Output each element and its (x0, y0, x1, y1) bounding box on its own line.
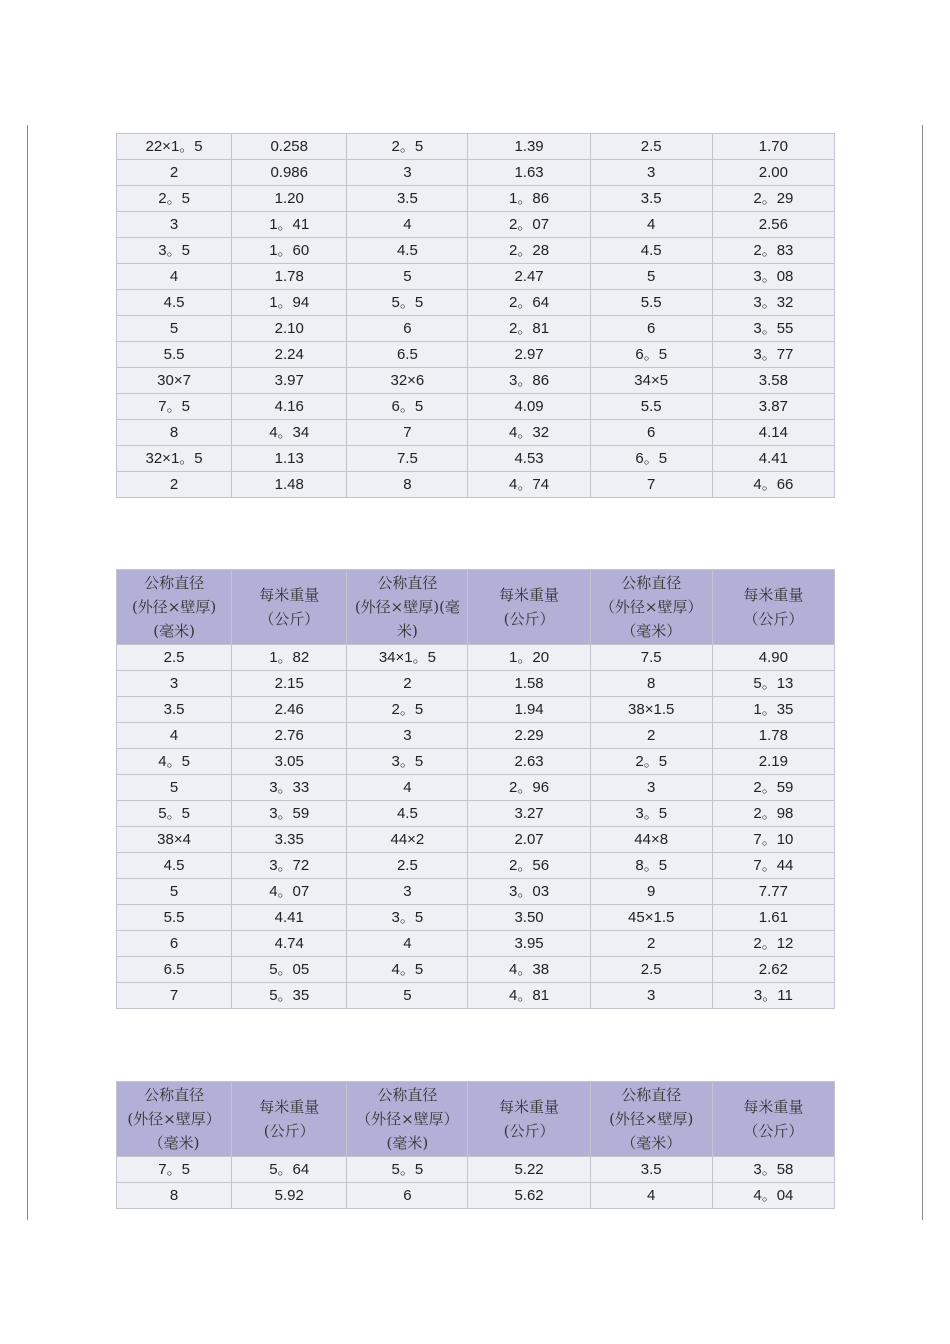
table-row (117, 801, 835, 827)
weight-per-meter-cell: 2.15 (232, 671, 347, 697)
nominal-diameter-cell: 6 (590, 420, 712, 446)
nominal-diameter-cell: 8 (117, 1183, 232, 1209)
weight-per-meter-cell: 5.62 (468, 1183, 590, 1209)
weight-per-meter-cell: 4。66 (712, 472, 834, 498)
nominal-diameter-cell: 5.5 (590, 394, 712, 420)
nominal-diameter-cell: 5.5 (117, 905, 232, 931)
weight-per-meter-cell: 1.20 (232, 186, 347, 212)
weight-per-meter-cell: 1.78 (232, 264, 347, 290)
table-row (117, 723, 835, 749)
nominal-diameter-cell: 3.5 (590, 1157, 712, 1183)
weight-per-meter-cell: 2。98 (712, 801, 834, 827)
nominal-diameter-cell: 38×4 (117, 827, 232, 853)
nominal-diameter-cell: 4.5 (590, 238, 712, 264)
nominal-diameter-cell: 2 (117, 160, 232, 186)
weight-per-meter-cell: 4。74 (468, 472, 590, 498)
weight-per-meter-cell: 7。10 (712, 827, 834, 853)
header-line: (外径×壁厚) (609, 1110, 694, 1128)
header-line: （毫米) (148, 1134, 200, 1152)
header-line: （公斤） (259, 610, 320, 628)
nominal-diameter-cell: 44×8 (590, 827, 712, 853)
weight-per-meter-cell: 2.62 (712, 957, 834, 983)
table-row (117, 931, 835, 957)
nominal-diameter-cell: 5 (117, 316, 232, 342)
weight-per-meter-cell: 3。32 (712, 290, 834, 316)
weight-per-meter-cell: 4。32 (468, 420, 590, 446)
nominal-diameter-cell: 32×1。5 (117, 446, 232, 472)
weight-per-meter-cell: 2。64 (468, 290, 590, 316)
weight-per-meter-cell: 3.50 (468, 905, 590, 931)
column-header (117, 1082, 232, 1157)
weight-per-meter-cell: 2。96 (468, 775, 590, 801)
nominal-diameter-cell: 4.5 (347, 801, 468, 827)
nominal-diameter-cell: 7.5 (347, 446, 468, 472)
weight-per-meter-cell: 2.07 (468, 827, 590, 853)
weight-per-meter-cell: 1。35 (712, 697, 834, 723)
header-line: 公称直径 (144, 1086, 205, 1104)
table-2-header (117, 570, 835, 645)
nominal-diameter-cell: 4 (117, 723, 232, 749)
header-line: 每米重量 (743, 586, 804, 604)
table-row (117, 983, 835, 1009)
table-row (117, 316, 835, 342)
nominal-diameter-cell: 4。5 (117, 749, 232, 775)
nominal-diameter-cell: 9 (590, 879, 712, 905)
header-line: 公称直径 (144, 574, 205, 592)
table-row (117, 446, 835, 472)
nominal-diameter-cell: 7。5 (117, 1157, 232, 1183)
table-row (117, 420, 835, 446)
weight-per-meter-cell: 5。13 (712, 671, 834, 697)
nominal-diameter-cell: 3 (347, 160, 468, 186)
weight-per-meter-cell: 4。38 (468, 957, 590, 983)
weight-per-meter-cell: 1.63 (468, 160, 590, 186)
nominal-diameter-cell: 5 (590, 264, 712, 290)
table-row (117, 238, 835, 264)
weight-per-meter-cell: 5.22 (468, 1157, 590, 1183)
weight-per-meter-cell: 3.95 (468, 931, 590, 957)
header-line: 每米重量 (259, 586, 320, 604)
weight-per-meter-cell: 2。28 (468, 238, 590, 264)
column-header (712, 1082, 834, 1157)
weight-per-meter-cell: 1。94 (232, 290, 347, 316)
weight-per-meter-cell: 5。05 (232, 957, 347, 983)
header-line: 公称直径 (377, 1086, 438, 1104)
nominal-diameter-cell: 3.5 (590, 186, 712, 212)
table-3-header (117, 1082, 835, 1157)
weight-per-meter-cell: 4。81 (468, 983, 590, 1009)
nominal-diameter-cell: 2。5 (590, 749, 712, 775)
table-row (117, 645, 835, 671)
weight-per-meter-cell: 3。86 (468, 368, 590, 394)
header-line: 每米重量 (499, 1098, 560, 1116)
header-line: (公斤） (503, 610, 555, 628)
nominal-diameter-cell: 7 (590, 472, 712, 498)
weight-per-meter-cell: 5。35 (232, 983, 347, 1009)
weight-per-meter-cell: 2.29 (468, 723, 590, 749)
weight-per-meter-cell: 1.78 (712, 723, 834, 749)
table-row (117, 290, 835, 316)
weight-per-meter-cell: 4.53 (468, 446, 590, 472)
nominal-diameter-cell: 4.5 (347, 238, 468, 264)
weight-per-meter-cell: 3。08 (712, 264, 834, 290)
table-row (117, 264, 835, 290)
weight-per-meter-cell: 7。44 (712, 853, 834, 879)
header-line: 公称直径 (621, 574, 682, 592)
nominal-diameter-cell: 5.5 (117, 342, 232, 368)
table-row (117, 697, 835, 723)
table-row (117, 775, 835, 801)
nominal-diameter-cell: 3.5 (117, 697, 232, 723)
nominal-diameter-cell: 2 (117, 472, 232, 498)
weight-per-meter-cell: 0.258 (232, 134, 347, 160)
nominal-diameter-cell: 4.5 (117, 290, 232, 316)
weight-per-meter-cell: 4.41 (232, 905, 347, 931)
nominal-diameter-cell: 3。5 (590, 801, 712, 827)
column-header (712, 570, 834, 645)
weight-per-meter-cell: 1.39 (468, 134, 590, 160)
table-row (117, 212, 835, 238)
weight-per-meter-cell: 2.47 (468, 264, 590, 290)
nominal-diameter-cell: 4 (347, 931, 468, 957)
nominal-diameter-cell: 3。5 (347, 905, 468, 931)
table-row (117, 671, 835, 697)
table-row (117, 1157, 835, 1183)
pipe-weight-table-3 (116, 1081, 835, 1209)
nominal-diameter-cell: 2。5 (117, 186, 232, 212)
nominal-diameter-cell: 3。5 (347, 749, 468, 775)
weight-per-meter-cell: 1。86 (468, 186, 590, 212)
header-line: 每米重量 (499, 586, 560, 604)
nominal-diameter-cell: 6。5 (590, 446, 712, 472)
column-header (590, 570, 712, 645)
weight-per-meter-cell: 4.90 (712, 645, 834, 671)
weight-per-meter-cell: 1.58 (468, 671, 590, 697)
nominal-diameter-cell: 4 (590, 1183, 712, 1209)
nominal-diameter-cell: 4。5 (347, 957, 468, 983)
header-line: (毫米) (386, 1134, 429, 1152)
weight-per-meter-cell: 2.97 (468, 342, 590, 368)
table-row (117, 134, 835, 160)
page-margin-right-line (922, 125, 923, 1220)
header-line: (公斤） (263, 1122, 315, 1140)
header-row (117, 1082, 835, 1157)
nominal-diameter-cell: 5。5 (347, 1157, 468, 1183)
table-row (117, 1183, 835, 1209)
column-header (468, 1082, 590, 1157)
weight-per-meter-cell: 3.97 (232, 368, 347, 394)
column-header (232, 570, 347, 645)
nominal-diameter-cell: 2.5 (590, 957, 712, 983)
nominal-diameter-cell: 44×2 (347, 827, 468, 853)
nominal-diameter-cell: 6 (117, 931, 232, 957)
weight-per-meter-cell: 3。11 (712, 983, 834, 1009)
nominal-diameter-cell: 32×6 (347, 368, 468, 394)
weight-per-meter-cell: 2.10 (232, 316, 347, 342)
nominal-diameter-cell: 2.5 (347, 853, 468, 879)
weight-per-meter-cell: 1。82 (232, 645, 347, 671)
nominal-diameter-cell: 3 (117, 671, 232, 697)
weight-per-meter-cell: 3。77 (712, 342, 834, 368)
header-line: (外径×壁厚） (127, 1110, 221, 1128)
column-header (590, 1082, 712, 1157)
table-1-body (117, 134, 835, 498)
weight-per-meter-cell: 2。59 (712, 775, 834, 801)
nominal-diameter-cell: 5.5 (590, 290, 712, 316)
table-row (117, 853, 835, 879)
weight-per-meter-cell: 2.00 (712, 160, 834, 186)
weight-per-meter-cell: 4。34 (232, 420, 347, 446)
nominal-diameter-cell: 2。5 (347, 134, 468, 160)
header-line: 公称直径 (621, 1086, 682, 1104)
nominal-diameter-cell: 5。5 (117, 801, 232, 827)
weight-per-meter-cell: 4.74 (232, 931, 347, 957)
header-line: (毫米) (153, 622, 195, 640)
header-line: 每米重量 (743, 1098, 804, 1116)
table-row (117, 905, 835, 931)
nominal-diameter-cell: 2。5 (347, 697, 468, 723)
nominal-diameter-cell: 8 (347, 472, 468, 498)
weight-per-meter-cell: 1.48 (232, 472, 347, 498)
nominal-diameter-cell: 4 (347, 775, 468, 801)
weight-per-meter-cell: 3。03 (468, 879, 590, 905)
weight-per-meter-cell: 2。81 (468, 316, 590, 342)
header-line: （外径×壁厚） (356, 1110, 459, 1128)
weight-per-meter-cell: 4。07 (232, 879, 347, 905)
weight-per-meter-cell: 3.05 (232, 749, 347, 775)
nominal-diameter-cell: 6。5 (347, 394, 468, 420)
table-row (117, 827, 835, 853)
nominal-diameter-cell: 3 (347, 723, 468, 749)
weight-per-meter-cell: 1.94 (468, 697, 590, 723)
nominal-diameter-cell: 5 (347, 264, 468, 290)
nominal-diameter-cell: 8 (117, 420, 232, 446)
header-line: （毫米） (621, 622, 682, 640)
weight-per-meter-cell: 3。33 (232, 775, 347, 801)
weight-per-meter-cell: 3.58 (712, 368, 834, 394)
nominal-diameter-cell: 45×1.5 (590, 905, 712, 931)
nominal-diameter-cell: 4 (347, 212, 468, 238)
pipe-weight-table-2 (116, 569, 835, 1009)
nominal-diameter-cell: 4.5 (117, 853, 232, 879)
nominal-diameter-cell: 6.5 (347, 342, 468, 368)
header-line: (公斤） (503, 1122, 555, 1140)
header-line: 公称直径 (377, 574, 438, 592)
table-row (117, 342, 835, 368)
weight-per-meter-cell: 1.70 (712, 134, 834, 160)
table-row (117, 749, 835, 775)
weight-per-meter-cell: 5.92 (232, 1183, 347, 1209)
nominal-diameter-cell: 3 (347, 879, 468, 905)
nominal-diameter-cell: 3 (590, 160, 712, 186)
weight-per-meter-cell: 2.24 (232, 342, 347, 368)
column-header (117, 570, 232, 645)
weight-per-meter-cell: 2.56 (712, 212, 834, 238)
nominal-diameter-cell: 2 (590, 723, 712, 749)
header-line: 米) (396, 622, 418, 640)
nominal-diameter-cell: 4 (117, 264, 232, 290)
weight-per-meter-cell: 4。04 (712, 1183, 834, 1209)
nominal-diameter-cell: 22×1。5 (117, 134, 232, 160)
weight-per-meter-cell: 2。29 (712, 186, 834, 212)
table-row (117, 186, 835, 212)
nominal-diameter-cell: 6。5 (590, 342, 712, 368)
weight-per-meter-cell: 1。60 (232, 238, 347, 264)
weight-per-meter-cell: 3.35 (232, 827, 347, 853)
nominal-diameter-cell: 6 (590, 316, 712, 342)
weight-per-meter-cell: 4.09 (468, 394, 590, 420)
nominal-diameter-cell: 4 (590, 212, 712, 238)
weight-per-meter-cell: 2。12 (712, 931, 834, 957)
weight-per-meter-cell: 2.63 (468, 749, 590, 775)
weight-per-meter-cell: 0.986 (232, 160, 347, 186)
nominal-diameter-cell: 3 (590, 775, 712, 801)
table-2-body (117, 645, 835, 1009)
header-line: （毫米） (621, 1134, 682, 1152)
table-row (117, 879, 835, 905)
header-line: 每米重量 (259, 1098, 320, 1116)
weight-per-meter-cell: 3。59 (232, 801, 347, 827)
header-line: （公斤） (743, 610, 804, 628)
weight-per-meter-cell: 4.16 (232, 394, 347, 420)
weight-per-meter-cell: 4.41 (712, 446, 834, 472)
column-header (232, 1082, 347, 1157)
weight-per-meter-cell: 1。41 (232, 212, 347, 238)
nominal-diameter-cell: 38×1.5 (590, 697, 712, 723)
weight-per-meter-cell: 2。07 (468, 212, 590, 238)
nominal-diameter-cell: 3 (117, 212, 232, 238)
nominal-diameter-cell: 2 (590, 931, 712, 957)
nominal-diameter-cell: 8。5 (590, 853, 712, 879)
nominal-diameter-cell: 2.5 (590, 134, 712, 160)
weight-per-meter-cell: 2.19 (712, 749, 834, 775)
weight-per-meter-cell: 2.46 (232, 697, 347, 723)
weight-per-meter-cell: 3。72 (232, 853, 347, 879)
weight-per-meter-cell: 3.87 (712, 394, 834, 420)
nominal-diameter-cell: 3.5 (347, 186, 468, 212)
weight-per-meter-cell: 4.14 (712, 420, 834, 446)
table-row (117, 394, 835, 420)
column-header (468, 570, 590, 645)
nominal-diameter-cell: 6 (347, 316, 468, 342)
header-line: （公斤） (743, 1122, 804, 1140)
nominal-diameter-cell: 2.5 (117, 645, 232, 671)
column-header (347, 570, 468, 645)
nominal-diameter-cell: 7 (347, 420, 468, 446)
weight-per-meter-cell: 7.77 (712, 879, 834, 905)
table-row (117, 472, 835, 498)
table-row (117, 368, 835, 394)
weight-per-meter-cell: 3。55 (712, 316, 834, 342)
nominal-diameter-cell: 5 (117, 775, 232, 801)
weight-per-meter-cell: 1.61 (712, 905, 834, 931)
nominal-diameter-cell: 5。5 (347, 290, 468, 316)
header-line: （外径×壁厚） (599, 598, 703, 616)
header-line: (外径×壁厚)(毫 (354, 598, 460, 616)
nominal-diameter-cell: 7 (117, 983, 232, 1009)
table-3-body (117, 1157, 835, 1209)
pipe-weight-table-1 (116, 133, 835, 498)
weight-per-meter-cell: 2。83 (712, 238, 834, 264)
weight-per-meter-cell: 2。56 (468, 853, 590, 879)
nominal-diameter-cell: 7.5 (590, 645, 712, 671)
nominal-diameter-cell: 2 (347, 671, 468, 697)
nominal-diameter-cell: 8 (590, 671, 712, 697)
weight-per-meter-cell: 3.27 (468, 801, 590, 827)
weight-per-meter-cell: 1。20 (468, 645, 590, 671)
table-row (117, 160, 835, 186)
nominal-diameter-cell: 3 (590, 983, 712, 1009)
header-row (117, 570, 835, 645)
nominal-diameter-cell: 5 (347, 983, 468, 1009)
table-row (117, 957, 835, 983)
header-line: (外径×壁厚) (131, 598, 217, 616)
nominal-diameter-cell: 5 (117, 879, 232, 905)
nominal-diameter-cell: 30×7 (117, 368, 232, 394)
column-header (347, 1082, 468, 1157)
page-margin-left-line (27, 125, 28, 1220)
weight-per-meter-cell: 3。58 (712, 1157, 834, 1183)
weight-per-meter-cell: 1.13 (232, 446, 347, 472)
nominal-diameter-cell: 6 (347, 1183, 468, 1209)
weight-per-meter-cell: 5。64 (232, 1157, 347, 1183)
nominal-diameter-cell: 3。5 (117, 238, 232, 264)
nominal-diameter-cell: 6.5 (117, 957, 232, 983)
nominal-diameter-cell: 34×5 (590, 368, 712, 394)
weight-per-meter-cell: 2.76 (232, 723, 347, 749)
nominal-diameter-cell: 34×1。5 (347, 645, 468, 671)
nominal-diameter-cell: 7。5 (117, 394, 232, 420)
